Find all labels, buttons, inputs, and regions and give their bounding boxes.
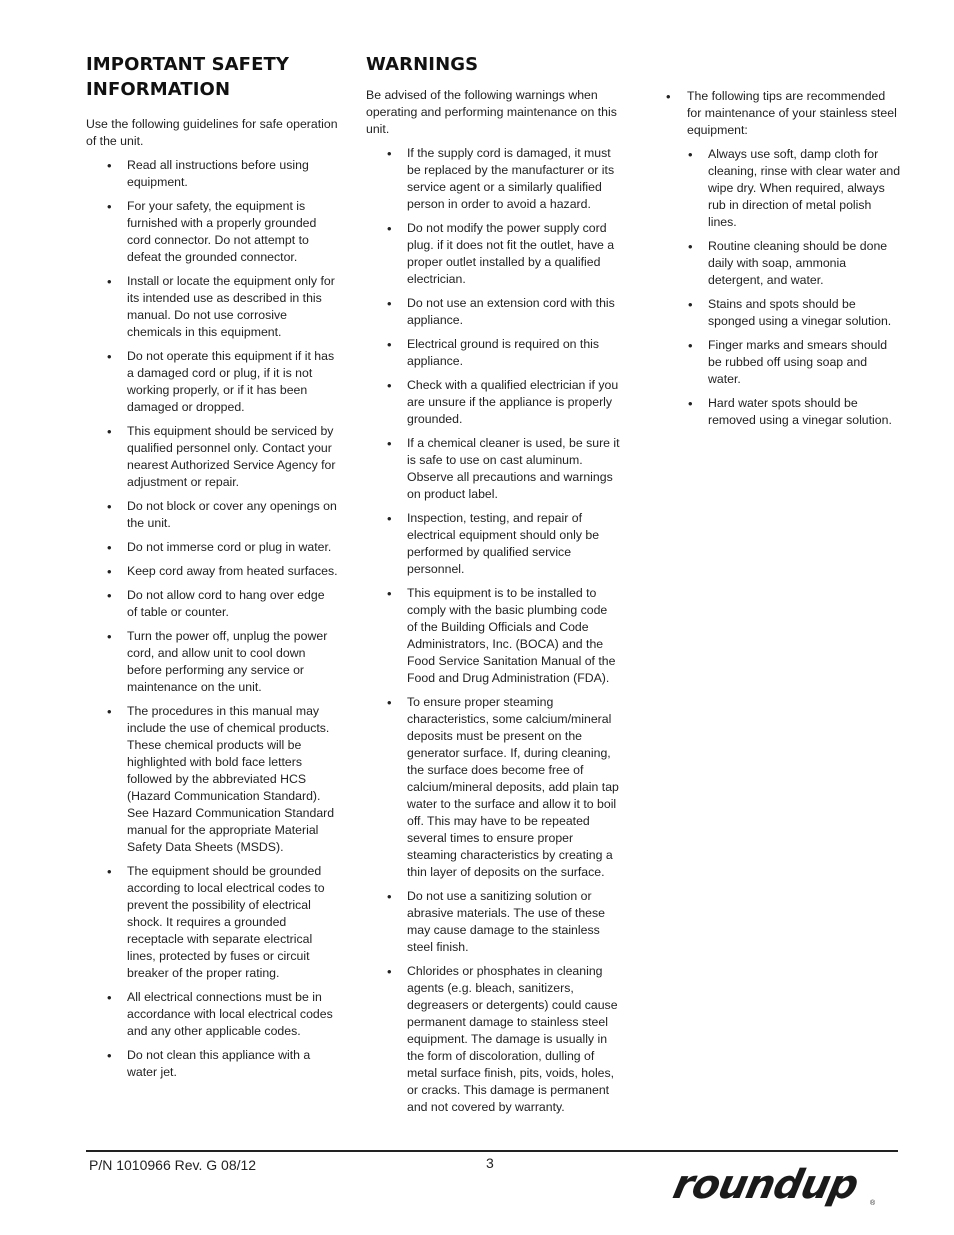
list-item: • Do not allow cord to hang over edge of table or counter. [86,587,338,621]
safety-heading-line2: INFORMATION [86,79,231,100]
safety-heading [86,52,338,102]
list-item: • Keep cord away from heated surfaces. [86,563,338,580]
list-item: • Inspection, testing, and repair of electrical equipment should only be performed by qualified service personnel. [366,510,620,578]
list-item: • The procedures in this manual may include the use of chemical products. These chemical products will be highlighted with bold face letters followed by the abbreviated HCS (Hazard Communication Standard). See Hazard Communication Standard manual for the appropriate Material Safety Data Sheets (MSDS). [86,703,338,856]
safety-list [86,157,338,1081]
warnings-heading: WARNINGS [366,54,479,75]
list-item: • To ensure proper steaming characteristics, some calcium/mineral deposits must be present on the generator surface. If, during cleaning, the surface does become free of calcium/mineral deposits, add plain tap water to the surface and allow it to boil off. This may have to be repeated several times to ensure proper steaming characteristics by creating a thin layer of deposits on the surface. [366,694,620,881]
roundup-logo: roundup [669,1162,862,1208]
list-item: • Do not immerse cord or plug in water. [86,539,338,556]
list-item: • Do not operate this equipment if it has a damaged cord or plug, if it is not working properly, or if it has been damaged or dropped. [86,348,338,416]
warnings-intro: Be advised of the following warnings when operating and performing maintenance on this unit. [366,88,617,136]
list-item: • Read all instructions before using equipment. [86,157,338,191]
list-item [666,88,902,429]
list-item: • Stains and spots should be sponged using a vinegar solution. [687,296,902,330]
part-number: P/N 1010966 Rev. G 08/12 [89,1157,257,1173]
list-item: • Turn the power off, unplug the power cord, and allow unit to cool down before performing any service or maintenance on the unit. [86,628,338,696]
list-item: • Do not block or cover any openings on the unit. [86,498,338,532]
maintenance-sublist [687,146,902,429]
list-item: • Routine cleaning should be done daily with soap, ammonia detergent, and water. [687,238,902,289]
list-item: • Electrical ground is required on this appliance. [366,336,620,370]
list-item: • Chlorides or phosphates in cleaning agents (e.g. bleach, sanitizers, degreasers or detergents) could cause permanent damage to stainless steel equipment. The damage is usually in the form of discoloration, dulling of metal surface finish, pits, voids, holes, or cracks. This damage is permanent and not covered by warranty. [366,963,620,1116]
list-item: • Do not modify the power supply cord plug. if it does not fit the outlet, have a proper outlet installed by a qualified electrician. [366,220,620,288]
list-item: • Hard water spots should be removed using a vinegar solution. [687,395,902,429]
registered-mark: ® [870,1200,876,1207]
maintenance-list [666,88,902,429]
list-item: • All electrical connections must be in accordance with local electrical codes and any other applicable codes. [86,989,338,1040]
list-item: • If a chemical cleaner is used, be sure it is safe to use on cast aluminum. Observe all precautions and warnings on product label. [366,435,620,503]
list-item: • This equipment is to be installed to comply with the basic plumbing code of the Building Officials and Code Administrators, Inc. (BOCA) and the Food Service Sanitation Manual of the Food and Drug Administration (FDA). [366,585,620,687]
list-item: • Do not use a sanitizing solution or abrasive materials. The use of these may cause damage to the stainless steel finish. [366,888,620,956]
list-item: • Always use soft, damp cloth for cleaning, rinse with clear water and wipe dry. When required, always rub in direction of metal polish lines. [687,146,902,231]
list-item: • The equipment should be grounded according to local electrical codes to prevent the possibility of electrical shock. It requires a grounded receptacle with separate electrical lines, protected by fuses or circuit breaker of the proper rating. [86,863,338,982]
footer-divider [86,1150,898,1152]
safety-heading-line1: IMPORTANT SAFETY [86,54,289,75]
safety-intro: Use the following guidelines for safe operation of the unit. [86,117,338,148]
list-item: • If the supply cord is damaged, it must be replaced by the manufacturer or its service agent or a similarly qualified person in order to avoid a hazard. [366,145,620,213]
list-item: • This equipment should be serviced by qualified personnel only. Contact your nearest Authorized Service Agency for adjustment or repair. [86,423,338,491]
list-item: • Check with a qualified electrician if you are unsure if the appliance is properly grounded. [366,377,620,428]
list-item: • Install or locate the equipment only for its intended use as described in this manual. Do not use corrosive chemicals in this equipment. [86,273,338,341]
list-item: • Finger marks and smears should be rubbed off using soap and water. [687,337,902,388]
list-item: • For your safety, the equipment is furnished with a properly grounded cord connector. Do not attempt to defeat the grounded connector. [86,198,338,266]
warnings-list [366,145,620,1116]
maintenance-tips-column [666,88,902,436]
maintenance-lead: The following tips are recommended for maintenance of your stainless steel equipment: [687,89,897,137]
warnings-column [366,52,620,1123]
list-item: • Do not clean this appliance with a water jet. [86,1047,338,1081]
safety-column [86,52,338,1088]
page-number: 3 [486,1155,494,1171]
list-item: • Do not use an extension cord with this appliance. [366,295,620,329]
